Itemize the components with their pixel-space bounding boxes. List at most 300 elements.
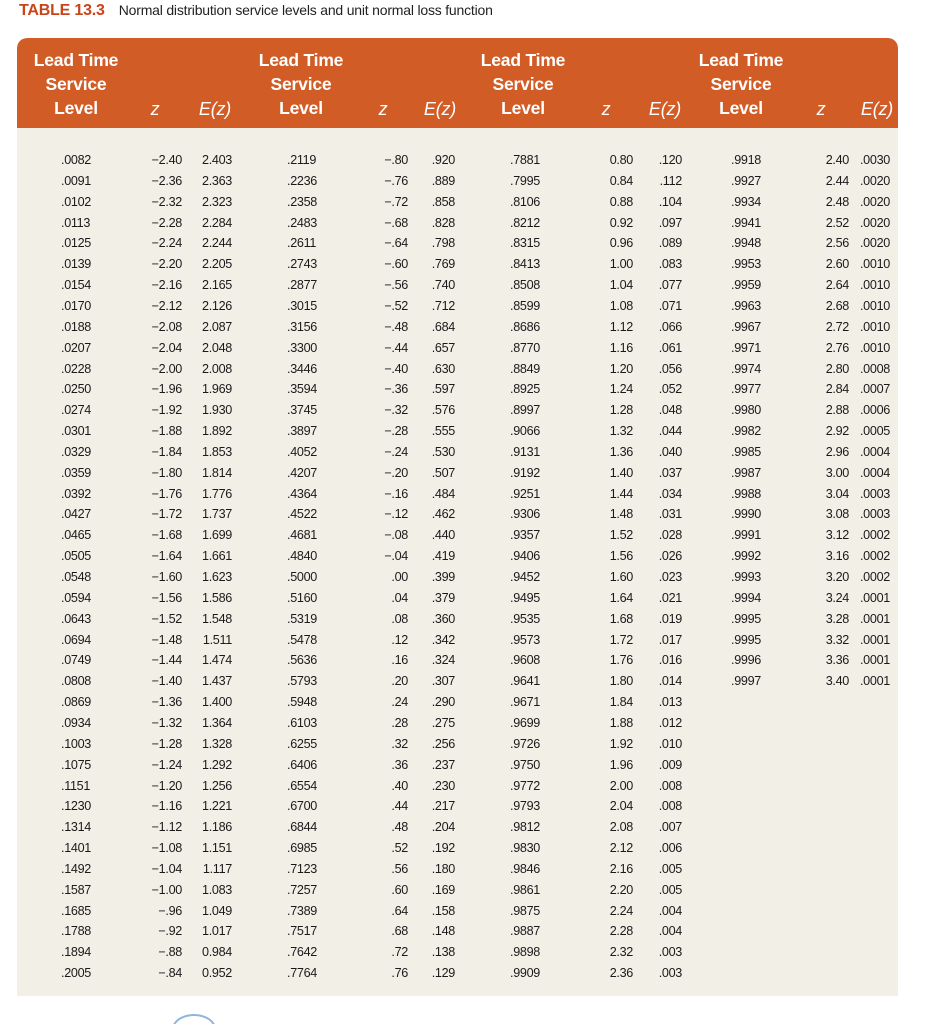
cell-service-level: .9909 xyxy=(510,966,541,981)
cell-service-level: .2743 xyxy=(287,257,318,272)
cell-ez: .008 xyxy=(658,799,682,814)
table-row xyxy=(17,401,898,422)
cell-z: −2.20 xyxy=(151,257,182,272)
cell-service-level: .9812 xyxy=(510,820,541,835)
table-row xyxy=(17,255,898,276)
cell-z: 1.56 xyxy=(609,549,633,564)
cell-service-level: .9995 xyxy=(731,632,762,647)
cell-z: 2.64 xyxy=(825,278,849,293)
cell-ez: .0020 xyxy=(859,215,890,230)
cell-service-level: .4207 xyxy=(287,465,318,480)
cell-service-level: .6406 xyxy=(287,757,318,772)
cell-z: 1.96 xyxy=(609,757,633,772)
cell-service-level: .3015 xyxy=(287,298,318,313)
cell-service-level: .7389 xyxy=(287,903,318,918)
cell-z: −2.40 xyxy=(151,153,182,167)
cell-service-level: .9982 xyxy=(731,424,762,439)
cell-ez: .555 xyxy=(431,424,455,439)
cell-z: −1.40 xyxy=(151,674,182,689)
cell-ez: .148 xyxy=(431,924,455,939)
cell-z: .64 xyxy=(391,903,408,918)
cell-service-level: .9573 xyxy=(510,632,541,647)
cell-z: −.68 xyxy=(384,215,408,230)
cell-ez: 1.117 xyxy=(202,861,232,876)
cell-service-level: .4681 xyxy=(287,528,318,543)
cell-service-level: .0392 xyxy=(61,486,92,501)
cell-z: −.80 xyxy=(384,153,408,167)
cell-service-level: .0207 xyxy=(61,340,92,355)
cell-z: 1.80 xyxy=(609,674,633,689)
cell-service-level: .7257 xyxy=(287,882,318,897)
cell-ez: 1.548 xyxy=(201,611,232,626)
cell-service-level: .3156 xyxy=(287,319,318,334)
cell-z: 3.32 xyxy=(825,632,849,647)
cell-service-level: .8413 xyxy=(510,257,541,272)
table-row xyxy=(17,589,898,610)
cell-z: 0.88 xyxy=(609,194,633,209)
cell-ez: .023 xyxy=(658,570,682,584)
cell-ez: 1.969 xyxy=(201,382,232,397)
cell-z: −1.56 xyxy=(151,590,182,605)
cell-ez: .379 xyxy=(431,590,455,605)
cell-ez: 1.437 xyxy=(201,674,232,689)
cell-service-level: .9495 xyxy=(510,590,541,605)
cell-ez: .180 xyxy=(431,861,455,876)
cell-ez: .858 xyxy=(431,194,455,209)
cell-ez: .0004 xyxy=(859,465,890,480)
cell-ez: 1.776 xyxy=(201,486,232,501)
header-service-level: Lead Time Service Level xyxy=(480,50,566,118)
cell-service-level: .0505 xyxy=(61,549,92,564)
cell-ez: .0010 xyxy=(859,257,890,272)
cell-service-level: .9994 xyxy=(731,590,762,605)
cell-z: 2.00 xyxy=(609,778,633,793)
table-row xyxy=(17,902,898,923)
cell-ez: .0008 xyxy=(859,361,890,376)
cell-z: 0.84 xyxy=(609,173,633,188)
cell-z: −1.96 xyxy=(151,382,182,397)
cell-ez: .014 xyxy=(658,674,682,689)
cell-service-level: .9699 xyxy=(510,715,541,730)
cell-z: −.48 xyxy=(384,319,408,334)
cell-ez: .0001 xyxy=(859,590,890,605)
cell-z: .08 xyxy=(391,611,408,626)
cell-z: −.64 xyxy=(384,236,408,251)
table-row xyxy=(17,526,898,547)
header-ez: E(z) xyxy=(198,99,232,119)
cell-ez: 1.186 xyxy=(201,820,232,835)
cell-ez: 2.008 xyxy=(201,361,232,376)
cell-z: 1.52 xyxy=(609,528,633,543)
cell-z: 2.20 xyxy=(609,882,633,897)
cell-ez: .005 xyxy=(658,861,682,876)
cell-ez: .507 xyxy=(431,465,455,480)
table-caption xyxy=(19,2,493,28)
cell-ez: 1.661 xyxy=(201,549,232,564)
cell-service-level: .9953 xyxy=(731,257,762,272)
cell-service-level: .9452 xyxy=(510,570,541,584)
cell-service-level: .5793 xyxy=(287,674,318,689)
table-row xyxy=(17,443,898,464)
cell-service-level: .9997 xyxy=(731,674,762,689)
cell-service-level: .1587 xyxy=(61,882,92,897)
cell-ez: 2.244 xyxy=(201,236,232,251)
cell-z: −2.32 xyxy=(151,194,182,209)
cell-service-level: .9875 xyxy=(510,903,541,918)
cell-service-level: .6985 xyxy=(287,841,318,856)
header-ez: E(z) xyxy=(648,99,682,119)
cell-ez: 1.511 xyxy=(202,632,232,647)
cell-z: 3.08 xyxy=(825,507,849,522)
header-z: z xyxy=(816,99,826,119)
cell-z: −.04 xyxy=(384,549,408,564)
cell-ez: .324 xyxy=(431,653,455,668)
table-row xyxy=(17,318,898,339)
cell-ez: .129 xyxy=(431,966,455,981)
cell-ez: .275 xyxy=(431,715,455,730)
cell-z: .20 xyxy=(391,674,408,689)
cell-z: 3.36 xyxy=(825,653,849,668)
cell-z: −.24 xyxy=(384,444,408,459)
cell-ez: .828 xyxy=(431,215,455,230)
cell-z: 1.92 xyxy=(609,736,633,751)
cell-z: 3.12 xyxy=(825,528,849,543)
cell-ez: .044 xyxy=(658,424,682,439)
cell-service-level: .9934 xyxy=(731,194,762,209)
cell-ez: .004 xyxy=(658,924,682,939)
cell-ez: 1.017 xyxy=(201,924,232,939)
table-header xyxy=(17,38,898,128)
cell-ez: .0006 xyxy=(859,403,890,418)
cell-service-level: .9988 xyxy=(731,486,762,501)
table-row xyxy=(17,818,898,839)
cell-service-level: .9861 xyxy=(510,882,541,897)
cell-z: 2.08 xyxy=(609,820,633,835)
cell-ez: .192 xyxy=(431,841,455,856)
cell-z: 1.04 xyxy=(609,278,633,293)
cell-ez: .712 xyxy=(431,298,455,313)
cell-z: 1.76 xyxy=(609,653,633,668)
cell-z: −.76 xyxy=(384,173,408,188)
cell-z: 3.28 xyxy=(825,611,849,626)
cell-service-level: .0594 xyxy=(61,590,92,605)
cell-service-level: .6700 xyxy=(287,799,318,814)
cell-z: 2.40 xyxy=(825,153,849,167)
cell-z: 0.92 xyxy=(609,215,633,230)
cell-ez: .034 xyxy=(658,486,682,501)
cell-ez: .0007 xyxy=(859,382,890,397)
cell-service-level: .1314 xyxy=(61,820,92,835)
cell-ez: .021 xyxy=(658,590,682,605)
cell-z: −1.88 xyxy=(151,424,182,439)
cell-ez: .008 xyxy=(658,778,682,793)
cell-z: −.36 xyxy=(384,382,408,397)
cell-z: .32 xyxy=(391,736,408,751)
cell-ez: 1.853 xyxy=(201,444,232,459)
cell-ez: .005 xyxy=(658,882,682,897)
cell-service-level: .9995 xyxy=(731,611,762,626)
cell-service-level: .4052 xyxy=(287,444,318,459)
cell-z: .48 xyxy=(391,820,408,835)
cell-z: 3.24 xyxy=(825,590,849,605)
cell-service-level: .6844 xyxy=(287,820,318,835)
cell-ez: 1.699 xyxy=(201,528,232,543)
cell-z: .52 xyxy=(391,841,408,856)
cell-ez: 2.363 xyxy=(201,173,232,188)
cell-z: .04 xyxy=(391,590,408,605)
cell-service-level: .0643 xyxy=(61,611,92,626)
cell-z: −.28 xyxy=(384,424,408,439)
cell-service-level: .9608 xyxy=(510,653,541,668)
cell-z: 2.36 xyxy=(609,966,633,981)
cell-ez: .112 xyxy=(659,173,682,188)
cell-ez: 1.256 xyxy=(201,778,232,793)
cell-service-level: .9974 xyxy=(731,361,762,376)
cell-ez: .769 xyxy=(431,257,455,272)
cell-service-level: .9993 xyxy=(731,570,762,584)
cell-z: 1.84 xyxy=(609,695,633,710)
cell-service-level: .7995 xyxy=(510,173,541,188)
cell-z: −.56 xyxy=(384,278,408,293)
table-row xyxy=(17,943,898,964)
cell-z: 3.40 xyxy=(825,674,849,689)
cell-service-level: .1075 xyxy=(61,757,92,772)
cell-z: 1.48 xyxy=(609,507,633,522)
cell-ez: 1.083 xyxy=(201,882,232,897)
cell-service-level: .6554 xyxy=(287,778,318,793)
table-row xyxy=(17,797,898,818)
cell-service-level: .0250 xyxy=(61,382,92,397)
cell-z: 1.08 xyxy=(609,298,633,313)
cell-service-level: .3897 xyxy=(287,424,318,439)
cell-z: .12 xyxy=(391,632,408,647)
cell-z: 1.40 xyxy=(609,465,633,480)
cell-z: −2.28 xyxy=(151,215,182,230)
cell-z: −.20 xyxy=(384,465,408,480)
header-ez: E(z) xyxy=(860,99,894,119)
table-title: Normal distribution service levels and unit normal loss function xyxy=(118,2,493,18)
table-row xyxy=(17,360,898,381)
cell-z: −.32 xyxy=(384,403,408,418)
cell-z: .36 xyxy=(391,757,408,772)
cell-service-level: .8770 xyxy=(510,340,541,355)
cell-z: −.84 xyxy=(158,966,182,981)
cell-z: −1.16 xyxy=(151,799,182,814)
cell-ez: .089 xyxy=(658,236,682,251)
cell-ez: .0030 xyxy=(859,153,890,167)
table-row xyxy=(17,380,898,401)
cell-service-level: .5319 xyxy=(287,611,318,626)
cell-ez: .0010 xyxy=(859,319,890,334)
cell-z: 1.44 xyxy=(609,486,633,501)
cell-service-level: .9131 xyxy=(510,444,541,459)
table-row xyxy=(17,756,898,777)
table-row xyxy=(17,172,898,193)
cell-z: 2.68 xyxy=(825,298,849,313)
cell-ez: .440 xyxy=(431,528,455,543)
cell-service-level: .0427 xyxy=(61,507,92,522)
cell-service-level: .9971 xyxy=(731,340,762,355)
cell-z: −1.04 xyxy=(151,861,182,876)
cell-ez: 1.221 xyxy=(201,799,232,814)
cell-z: 3.04 xyxy=(825,486,849,501)
table-row xyxy=(17,651,898,672)
cell-ez: .031 xyxy=(658,507,682,522)
cell-ez: 0.952 xyxy=(201,966,232,981)
cell-ez: .684 xyxy=(431,319,455,334)
cell-ez: 1.737 xyxy=(201,507,232,522)
cell-ez: .010 xyxy=(658,736,682,751)
cell-z: −1.72 xyxy=(151,507,182,522)
cell-service-level: .9192 xyxy=(510,465,541,480)
cell-service-level: .8106 xyxy=(510,194,541,209)
cell-service-level: .8315 xyxy=(510,236,541,251)
cell-service-level: .0869 xyxy=(61,695,92,710)
cell-z: 2.32 xyxy=(609,945,633,960)
cell-z: −1.68 xyxy=(151,528,182,543)
header-service-level: Lead Time Service Level xyxy=(258,50,344,118)
cell-ez: .071 xyxy=(658,298,682,313)
cell-z: 2.44 xyxy=(825,173,849,188)
cell-service-level: .9992 xyxy=(731,549,762,564)
cell-ez: 1.151 xyxy=(201,841,232,856)
cell-ez: 1.586 xyxy=(201,590,232,605)
cell-ez: .0003 xyxy=(859,507,890,522)
cell-ez: .0001 xyxy=(859,653,890,668)
cell-ez: .0003 xyxy=(859,486,890,501)
table-row xyxy=(17,714,898,735)
cell-z: −.44 xyxy=(384,340,408,355)
cell-service-level: .1788 xyxy=(61,924,92,939)
cell-z: −1.64 xyxy=(151,549,182,564)
cell-z: −1.20 xyxy=(151,778,182,793)
cell-ez: .066 xyxy=(658,319,682,334)
cell-service-level: .9941 xyxy=(731,215,762,230)
cell-service-level: .2483 xyxy=(287,215,318,230)
cell-service-level: .9750 xyxy=(510,757,541,772)
cell-z: 3.20 xyxy=(825,570,849,584)
cell-service-level: .6103 xyxy=(287,715,318,730)
cell-z: −2.36 xyxy=(151,173,182,188)
cell-z: −.16 xyxy=(384,486,408,501)
cell-z: .72 xyxy=(391,945,408,960)
cell-z: −2.04 xyxy=(151,340,182,355)
header-z: z xyxy=(378,99,388,119)
cell-service-level: .4840 xyxy=(287,549,318,564)
cell-service-level: .7764 xyxy=(287,966,318,981)
cell-z: −1.76 xyxy=(151,486,182,501)
cell-ez: .230 xyxy=(431,778,455,793)
cell-z: 1.28 xyxy=(609,403,633,418)
cell-z: 2.04 xyxy=(609,799,633,814)
cell-z: 1.00 xyxy=(609,257,633,272)
cell-z: 2.72 xyxy=(825,319,849,334)
cell-ez: 1.814 xyxy=(201,465,232,480)
cell-z: 3.16 xyxy=(825,549,849,564)
cell-ez: .056 xyxy=(658,361,682,376)
cell-z: 2.84 xyxy=(825,382,849,397)
page-circle-icon xyxy=(172,1014,216,1024)
cell-z: −2.16 xyxy=(151,278,182,293)
cell-service-level: .6255 xyxy=(287,736,318,751)
cell-service-level: .2119 xyxy=(287,153,317,167)
cell-z: −2.00 xyxy=(151,361,182,376)
cell-service-level: .9927 xyxy=(731,173,762,188)
cell-service-level: .5948 xyxy=(287,695,318,710)
cell-z: .68 xyxy=(391,924,408,939)
table-row xyxy=(17,860,898,881)
cell-service-level: .9918 xyxy=(731,153,762,167)
cell-service-level: .3594 xyxy=(287,382,318,397)
cell-z: 1.60 xyxy=(609,570,633,584)
cell-service-level: .0359 xyxy=(61,465,92,480)
cell-ez: .237 xyxy=(431,757,455,772)
cell-service-level: .9641 xyxy=(510,674,541,689)
cell-ez: .0002 xyxy=(859,570,890,584)
cell-service-level: .3446 xyxy=(287,361,318,376)
cell-service-level: .2877 xyxy=(287,278,318,293)
table-row xyxy=(17,193,898,214)
cell-service-level: .1230 xyxy=(61,799,92,814)
cell-z: 2.56 xyxy=(825,236,849,251)
cell-z: 2.12 xyxy=(609,841,633,856)
cell-service-level: .5000 xyxy=(287,570,318,584)
cell-ez: .048 xyxy=(658,403,682,418)
cell-service-level: .0228 xyxy=(61,361,92,376)
cell-service-level: .9887 xyxy=(510,924,541,939)
cell-z: −.52 xyxy=(384,298,408,313)
cell-z: −1.32 xyxy=(151,715,182,730)
cell-service-level: .0301 xyxy=(61,424,92,439)
table-row xyxy=(17,505,898,526)
cell-z: 2.60 xyxy=(825,257,849,272)
cell-service-level: .9987 xyxy=(731,465,762,480)
table-row xyxy=(17,922,898,943)
cell-ez: 1.328 xyxy=(201,736,232,751)
cell-z: −.40 xyxy=(384,361,408,376)
table-row xyxy=(17,276,898,297)
cell-ez: 2.403 xyxy=(201,153,232,167)
cell-service-level: .0465 xyxy=(61,528,92,543)
cell-z: −1.28 xyxy=(151,736,182,751)
cell-z: −.60 xyxy=(384,257,408,272)
cell-service-level: .0170 xyxy=(61,298,92,313)
cell-ez: .204 xyxy=(431,820,455,835)
cell-service-level: .9535 xyxy=(510,611,541,626)
cell-service-level: .5478 xyxy=(287,632,318,647)
cell-service-level: .0082 xyxy=(61,153,92,167)
table-row xyxy=(17,881,898,902)
cell-service-level: .1685 xyxy=(61,903,92,918)
cell-service-level: .2005 xyxy=(61,966,92,981)
cell-service-level: .0694 xyxy=(61,632,92,647)
cell-z: .76 xyxy=(391,966,408,981)
cell-ez: .120 xyxy=(658,153,682,167)
cell-z: −.72 xyxy=(384,194,408,209)
cell-service-level: .7517 xyxy=(287,924,318,939)
cell-service-level: .9251 xyxy=(510,486,541,501)
cell-service-level: .2236 xyxy=(287,173,318,188)
cell-service-level: .0188 xyxy=(61,319,92,334)
header-service-level: Lead Time Service Level xyxy=(33,50,119,118)
table-row xyxy=(17,234,898,255)
cell-ez: 1.892 xyxy=(201,424,232,439)
cell-z: 2.24 xyxy=(609,903,633,918)
cell-z: 2.16 xyxy=(609,861,633,876)
cell-service-level: .0934 xyxy=(61,715,92,730)
header-z: z xyxy=(150,99,160,119)
cell-service-level: .8508 xyxy=(510,278,541,293)
